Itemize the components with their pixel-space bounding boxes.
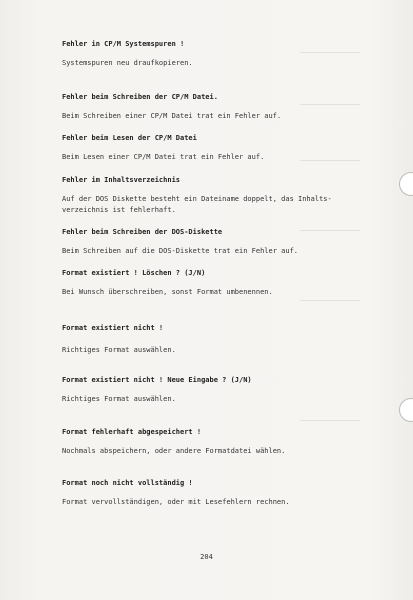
error-description: Bei Wunsch überschreiben, sonst Format umbenennen. bbox=[62, 288, 273, 296]
error-description: Auf der DOS Diskette besteht ein Dateiname doppelt, das Inhalts- verzeichnis ist fehlerhaft. bbox=[62, 195, 332, 214]
error-description: Richtiges Format auswählen. bbox=[62, 395, 176, 403]
error-entry bbox=[62, 40, 362, 69]
page-number: 204 bbox=[200, 553, 213, 561]
error-entry bbox=[62, 376, 362, 405]
error-entry bbox=[62, 134, 362, 163]
error-description: Beim Lesen einer CP/M Datei trat ein Fehler auf. bbox=[62, 153, 265, 161]
error-heading: Fehler beim Lesen der CP/M Datei bbox=[62, 134, 197, 142]
error-entry bbox=[62, 269, 362, 298]
error-heading: Fehler in CP/M Systemspuren ! bbox=[62, 40, 185, 48]
error-heading: Format existiert nicht ! Neue Eingabe ? (J/N) bbox=[62, 376, 252, 384]
error-description: Nochmals abspeichern, oder andere Formatdatei wählen. bbox=[62, 447, 286, 455]
error-heading: Fehler beim Schreiben der CP/M Datei. bbox=[62, 93, 218, 101]
error-heading: Format noch nicht vollständig ! bbox=[62, 479, 193, 487]
bleed-through-line bbox=[300, 420, 360, 421]
punch-hole-icon bbox=[399, 172, 413, 196]
error-heading: Fehler im Inhaltsverzeichnis bbox=[62, 176, 181, 184]
error-entry bbox=[62, 228, 362, 257]
error-description: Format vervollständigen, oder mit Lesefehlern rechnen. bbox=[62, 498, 290, 506]
error-description: Richtiges Format auswählen. bbox=[62, 346, 176, 354]
error-heading: Format existiert ! Löschen ? (J/N) bbox=[62, 269, 206, 277]
error-description: Systemspuren neu draufkopieren. bbox=[62, 59, 193, 67]
error-heading: Format fehlerhaft abgespeichert ! bbox=[62, 428, 202, 436]
error-heading: Fehler beim Schreiben der DOS-Diskette bbox=[62, 228, 223, 236]
punch-hole-icon bbox=[399, 398, 413, 422]
error-heading: Format existiert nicht ! bbox=[62, 324, 164, 332]
bleed-through-line bbox=[300, 300, 360, 301]
error-entry bbox=[62, 93, 362, 122]
error-entry bbox=[62, 428, 362, 457]
error-description: Beim Schreiben einer CP/M Datei trat ein Fehler auf. bbox=[62, 112, 282, 120]
error-entry bbox=[62, 479, 362, 508]
error-entry bbox=[62, 176, 362, 216]
error-description: Beim Schreiben auf die DOS-Diskette trat ein Fehler auf. bbox=[62, 247, 299, 255]
error-entry bbox=[62, 324, 362, 356]
